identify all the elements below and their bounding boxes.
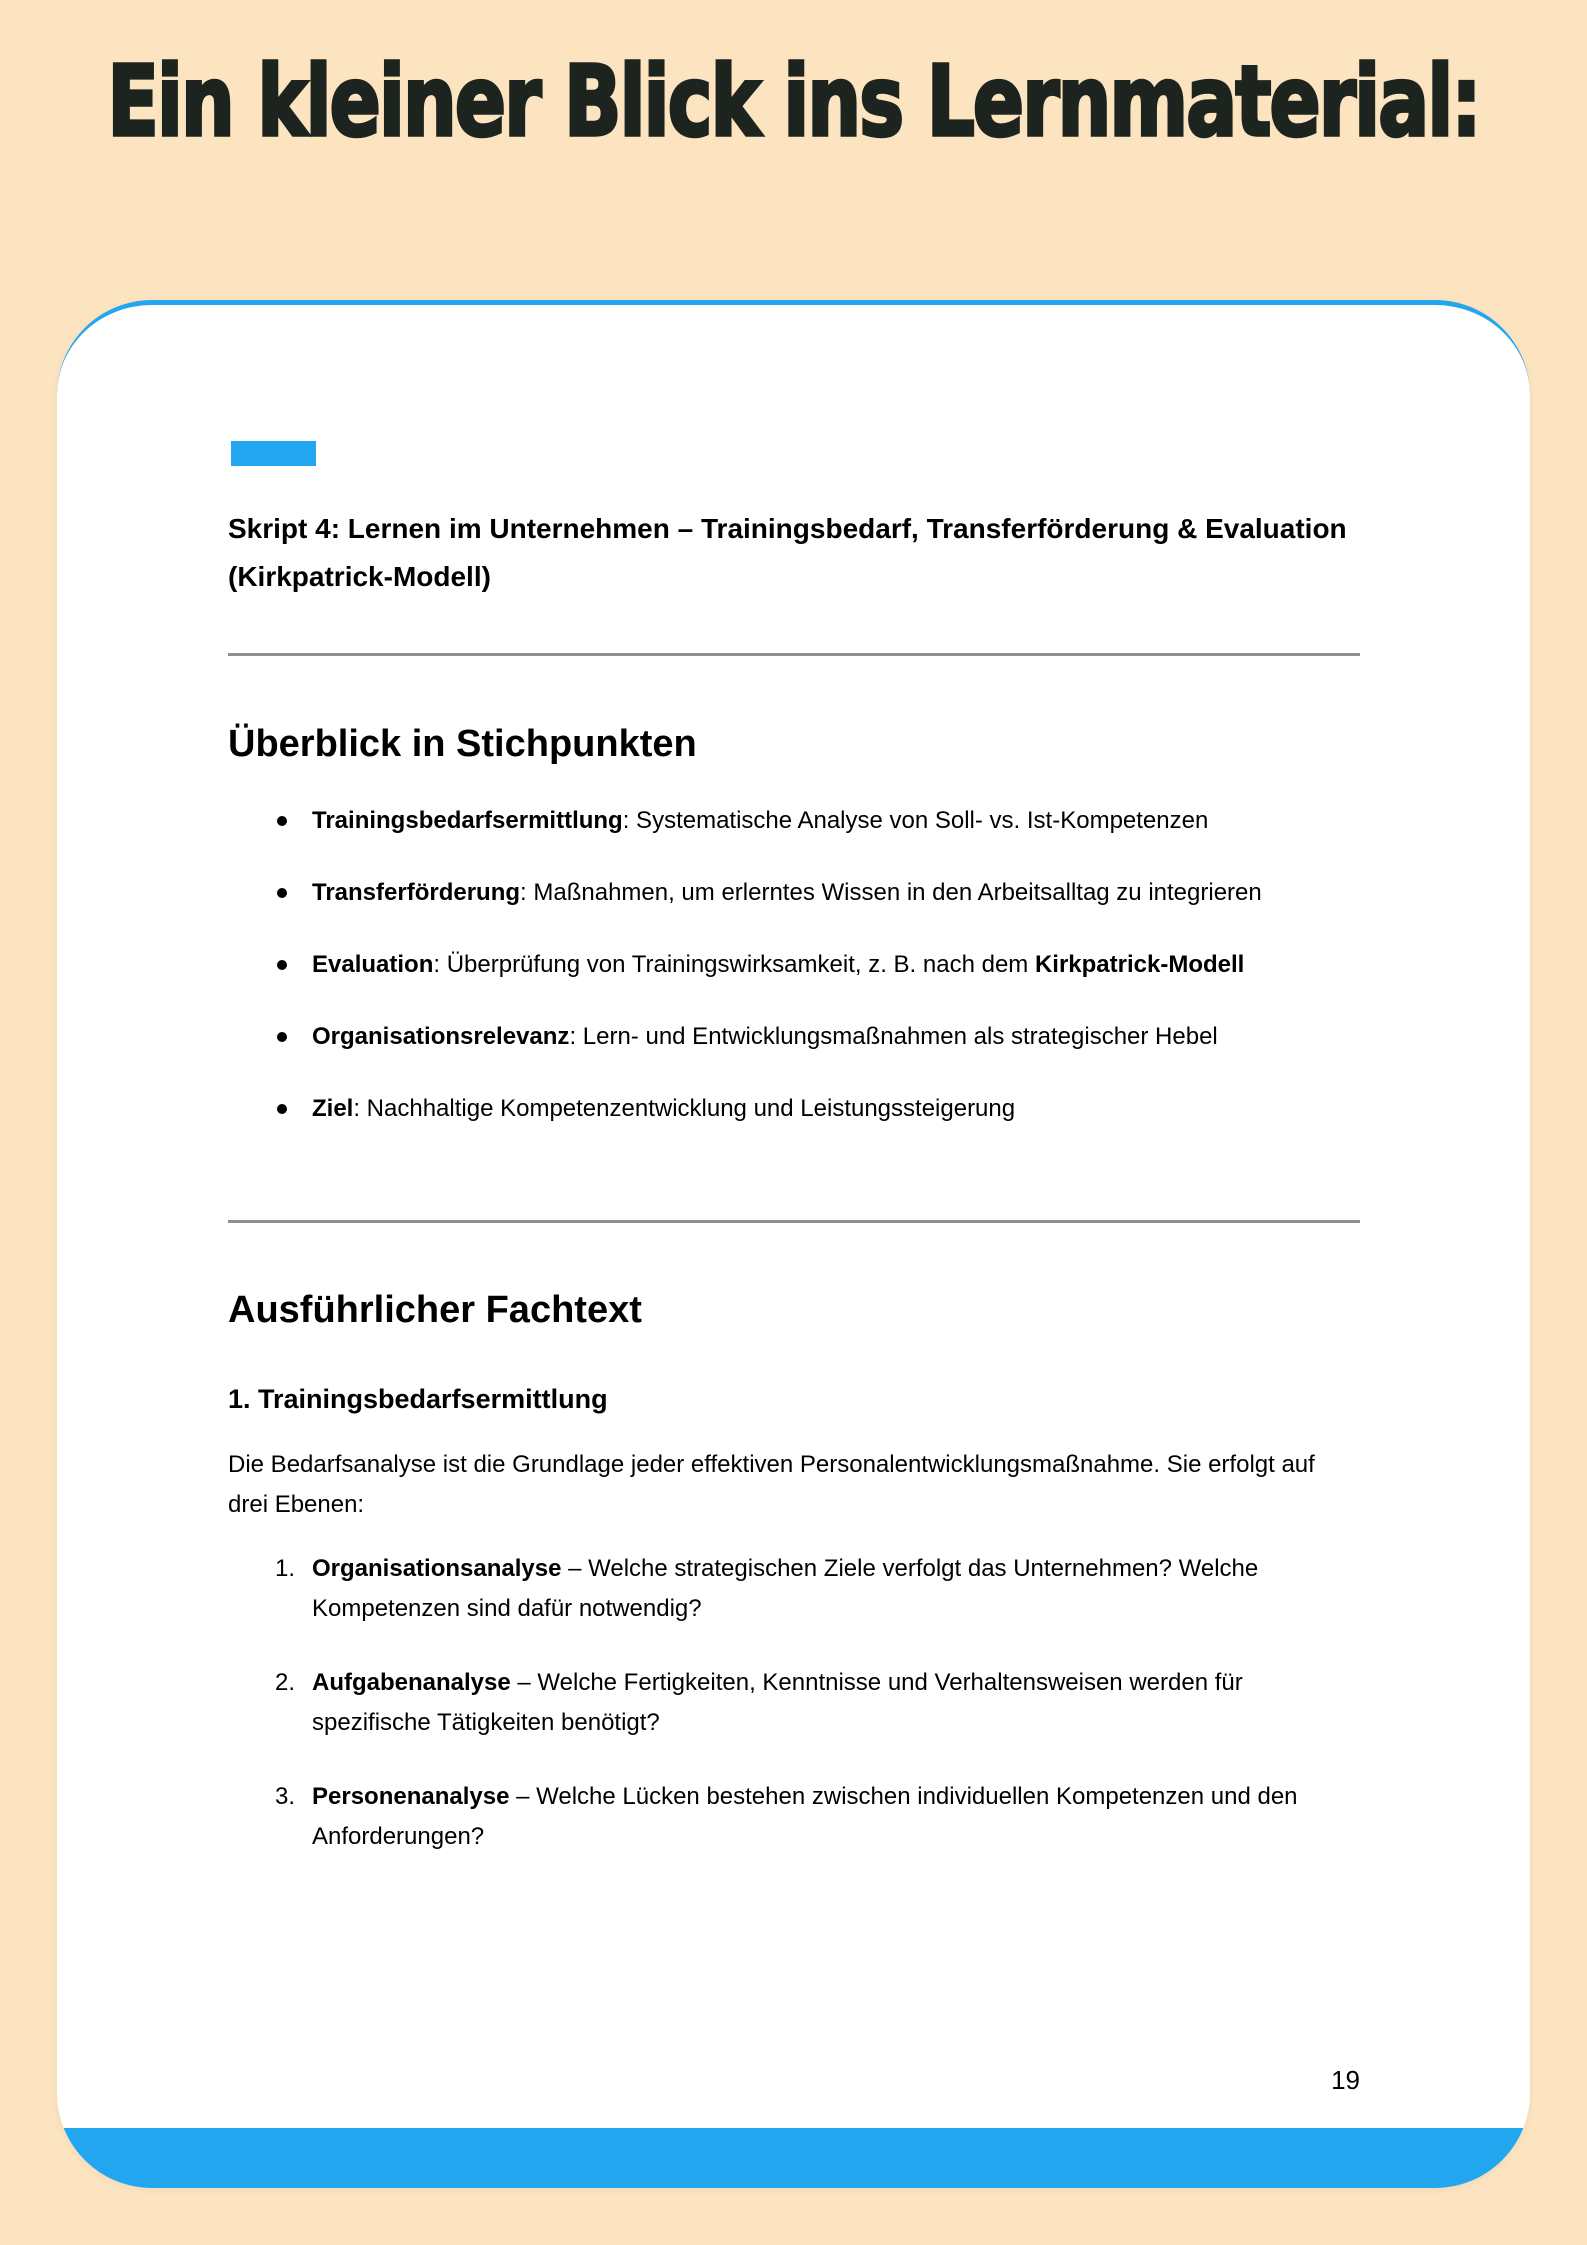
divider bbox=[228, 1220, 1360, 1223]
regular-text: : Maßnahmen, um erlerntes Wissen in den Arbeitsalltag zu integrieren bbox=[520, 879, 1262, 906]
subsection-heading: 1. Trainingsbedarfsermittlung bbox=[228, 1384, 608, 1414]
bullet-marker bbox=[277, 888, 287, 898]
item-number: 2. bbox=[275, 1669, 296, 1696]
bullet-item bbox=[228, 804, 1360, 838]
section-heading-fachtext: Ausführlicher Fachtext bbox=[228, 1289, 642, 1331]
bold-text: Aufgabenanalyse bbox=[312, 1669, 511, 1696]
document-heading: Skript 4: Lernen im Unternehmen – Trainingsbedarf, Transferförderung & Evaluation (Kirkpatrick-Modell) bbox=[228, 513, 1347, 592]
numbered-item bbox=[228, 1549, 1360, 1629]
bullet-item bbox=[228, 876, 1360, 910]
divider bbox=[228, 653, 1360, 656]
numbered-item bbox=[228, 1663, 1360, 1743]
bullet-item bbox=[228, 1020, 1360, 1054]
bold-text: Personenanalyse bbox=[312, 1783, 510, 1810]
item-number: 1. bbox=[275, 1555, 296, 1582]
bold-text: Organisationsanalyse bbox=[312, 1555, 562, 1582]
bullet-item bbox=[228, 1092, 1360, 1126]
bold-text: Evaluation bbox=[312, 951, 434, 978]
bold-text: Ziel bbox=[312, 1095, 354, 1122]
numbered-list bbox=[228, 1549, 1360, 1857]
regular-text: : Überprüfung von Trainingswirksamkeit, z. B. nach dem bbox=[433, 951, 1035, 978]
bullet-marker bbox=[277, 1104, 287, 1114]
page-title: Ein kleiner Blick ins Lernmaterial: bbox=[107, 46, 1480, 159]
bold-text: Organisationsrelevanz bbox=[312, 1023, 570, 1050]
card-footer-bar bbox=[57, 2128, 1530, 2188]
page-number: 19 bbox=[1331, 2065, 1360, 2095]
bullet-marker bbox=[277, 1032, 287, 1042]
bold-text: Transferförderung bbox=[312, 879, 521, 906]
regular-text: : Nachhaltige Kompetenzentwicklung und Leistungssteigerung bbox=[353, 1095, 1016, 1122]
bold-text: Kirkpatrick-Modell bbox=[1034, 951, 1245, 978]
regular-text: – Welche Fertigkeiten, Kenntnisse und Verhaltensweisen werden für spezifische Tätigkeiten benötigt? bbox=[312, 1669, 1243, 1736]
numbered-item bbox=[228, 1777, 1360, 1857]
document-card bbox=[57, 300, 1530, 2188]
accent-bar bbox=[231, 441, 316, 466]
regular-text: : Systematische Analyse von Soll- vs. Ist-Kompetenzen bbox=[622, 807, 1209, 834]
bullet-list bbox=[228, 804, 1360, 1126]
regular-text: – Welche Lücken bestehen zwischen individuellen Kompetenzen und den Anforderungen? bbox=[312, 1783, 1298, 1850]
section-heading-overview: Überblick in Stichpunkten bbox=[228, 723, 697, 765]
bullet-marker bbox=[277, 816, 287, 826]
bullet-item bbox=[228, 948, 1360, 982]
regular-text: – Welche strategischen Ziele verfolgt das Unternehmen? Welche Kompetenzen sind dafür notwendig? bbox=[312, 1555, 1259, 1622]
item-number: 3. bbox=[275, 1783, 296, 1810]
document-content bbox=[228, 305, 1360, 1857]
regular-text: : Lern- und Entwicklungsmaßnahmen als strategischer Hebel bbox=[569, 1023, 1218, 1050]
bullet-marker bbox=[277, 960, 287, 970]
bold-text: Trainingsbedarfsermittlung bbox=[312, 807, 623, 834]
intro-paragraph: Die Bedarfsanalyse ist die Grundlage jeder effektiven Personalentwicklungsmaßnahme. Sie erfolgt auf drei Ebenen: bbox=[228, 1451, 1315, 1518]
